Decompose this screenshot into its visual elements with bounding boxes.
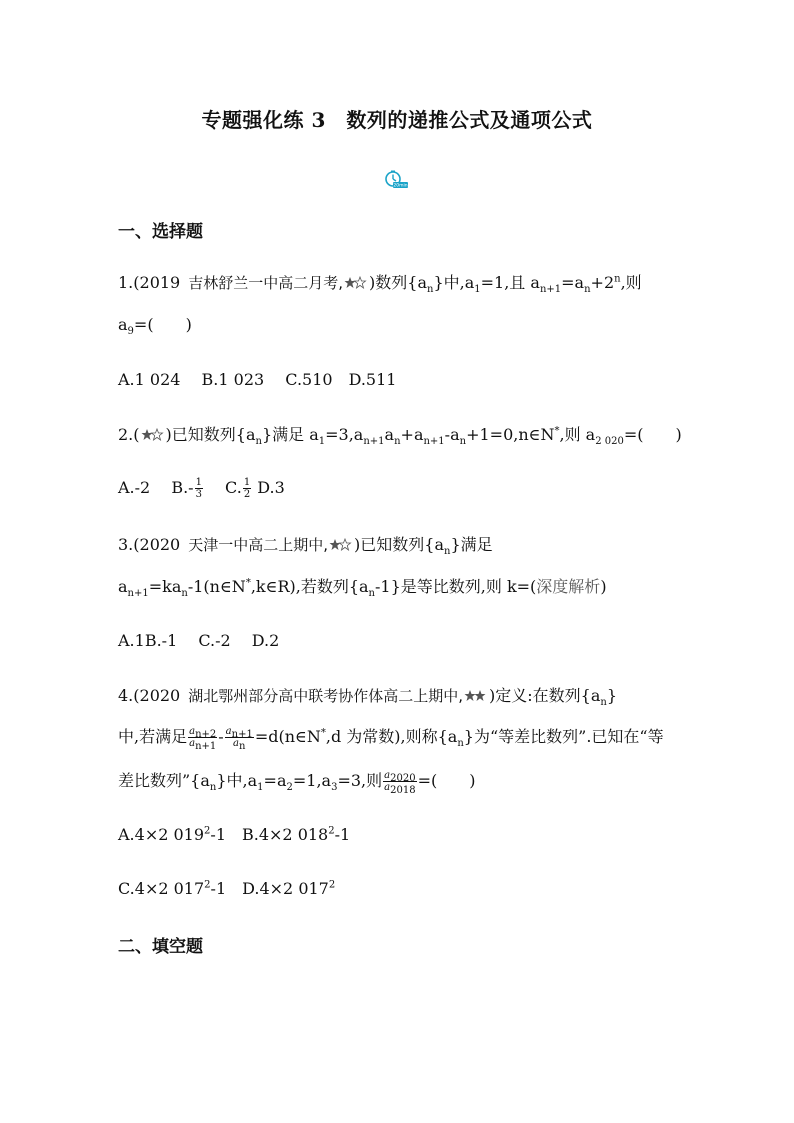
star-rating-icon [464,689,488,703]
question-4-line-3: 差比数列$”\{a_n\}$中$,a_1=a_2=1,a_3=3$,则 $\frac{a_{2020}}{a_{2018}}$ =( ) [118,770,476,796]
section-heading-choice: 一、选择题 [118,222,203,242]
star-rating-icon [344,276,368,290]
question-4-line-1: 4.(2020 湖北鄂州部分高中联考协作体高二上期中, )定义:在数列$\{a_n\}$ [118,686,618,709]
question-1-line-2: $a_9=$( ) [118,315,192,338]
stopwatch-icon [383,170,409,190]
question-3-line-1: 3.(2020 天津一中高二上期中, )已知数列$\{a_n\}$满足 [118,535,493,558]
question-1-options: A.1 024 B.1 023 C.510 D.511 [118,370,397,389]
question-2-options: A.-2 B.- $\frac{1}{3}$ C. $\frac{1}{2}$ D.3 [118,477,285,500]
question-3-options: A.1B.-1 C.-2 D.2 [118,631,280,650]
page-title: 专题强化练 3 数列的递推公式及通项公式 [201,108,593,132]
question-2-line-1: 2.( )已知数列$\{a_n\}$满足 $a_1=3,a_{n+1}a_n+a_{n+1}-a_n+1=0,n\in N^*$,则 $a_{2 020}=$( ) [118,425,682,448]
star-rating-icon [141,428,165,442]
question-3-line-2: $a_{n+1}=ka_n-1(n\in N^*,k\in R)$,若数列$\{a_n-1\}$是等比数列,则 k=(深度解析) [118,577,607,600]
question-4-options-line-1: A.4×2 $019^2-1$ B.4×2 $018^2-1$ [118,825,351,844]
question-4-line-2: 中,若满足 $\frac{a_{n+2}}{a_{n+1}}$ - $\frac{a_{n+1}}{a_n}$ =d(n∈N*,d 为常数),则称$\{a_n\}$为“等差比数列”.已知在“等 [118,726,664,752]
question-4-options-line-2: C.4×2 $017^2-1$ D.4×2 $017^2$ [118,879,336,898]
section-heading-fill: 二、填空题 [118,937,203,957]
star-rating-icon [329,538,353,552]
svg-text:20min: 20min [393,183,408,189]
question-1-line-1: 1.(2019 吉林舒兰一中高二月考, )数列$\{a_n\}$中$,a_1=1$,且 $a_{n+1}=a_n+2^n$,则 [118,273,642,296]
deep-analysis-link[interactable]: 深度解析 [536,577,601,596]
